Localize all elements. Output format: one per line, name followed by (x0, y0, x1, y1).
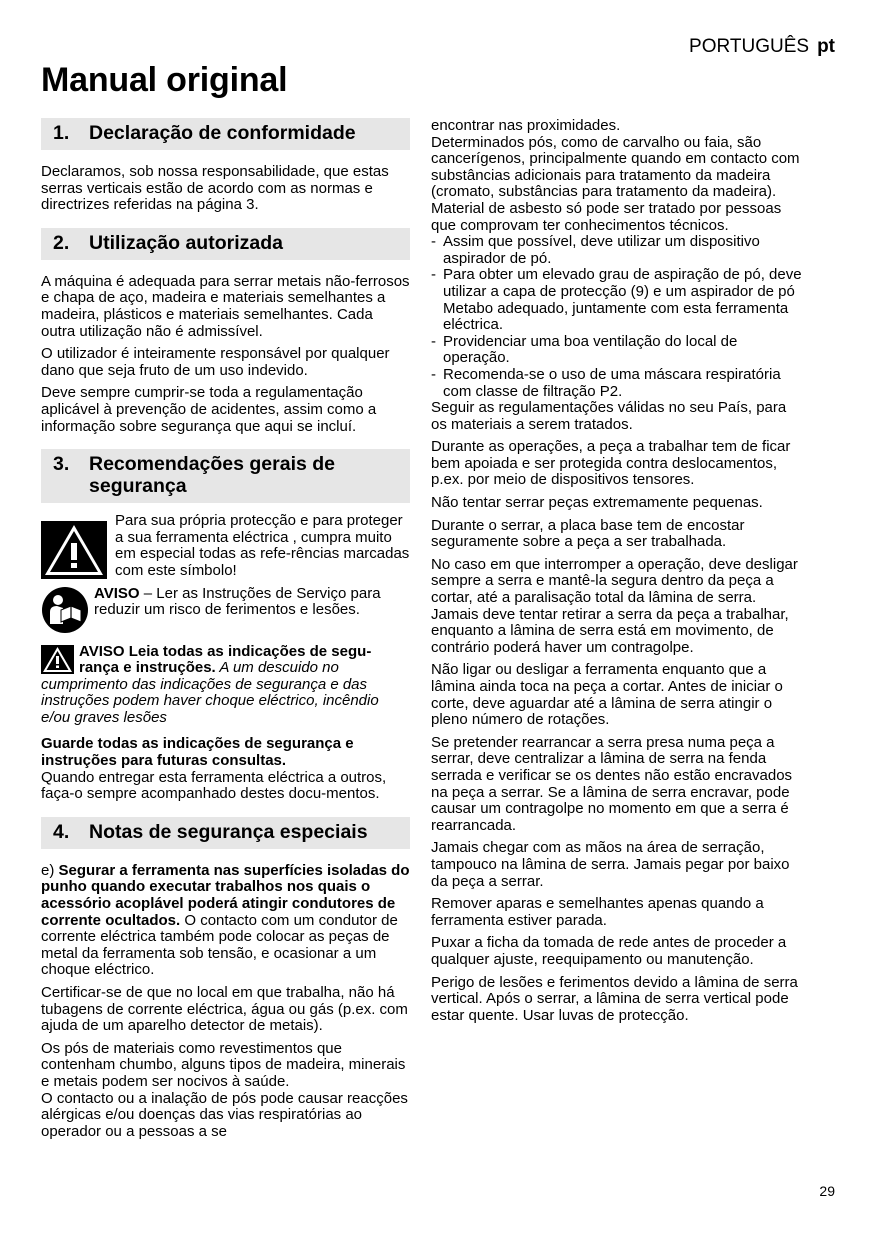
paragraph: Jamais chegar com as mãos na área de serração, tampouco na lâmina de serra. Jamais pegar por baixo da peça a serrar. (431, 839, 790, 890)
section-number: 3. (53, 453, 70, 476)
paragraph-e (41, 863, 410, 979)
paragraph: Puxar a ficha da tomada de rede antes de proceder a qualquer ajuste, reequipamento ou manutenção. (431, 934, 787, 968)
paragraph: Deve sempre cumprir-se toda a regulamentação aplicável à prevenção de acidentes, assim como a informação sobre segurança que aqui se incluí. (41, 384, 377, 435)
paragraph: A máquina é adequada para serrar metais não-ferrosos e chapa de aço, madeira e materiais semelhantes a madeira, plásticos e materiais semelhantes. Cada outra utilização não é admissível. (41, 272, 410, 340)
section-title: Recomendações gerais de segurança (89, 453, 336, 498)
keep-bold: Guarde todas as indicações de segurança e instruções para futuras consultas. (41, 735, 354, 770)
paragraph: Certificar-se de que no local em que trabalha, não há tubagens de corrente eléctrica, água ou gás (p.ex. com ajuda de um aparelho detector de metais). (41, 984, 408, 1035)
paragraph: O utilizador é inteiramente responsável por qualquer dano que seja fruto de um uso indevido. (41, 345, 390, 379)
aviso-label: AVISO (94, 584, 140, 602)
page-number: 29 (819, 1183, 835, 1199)
e-prefix: e) (41, 861, 59, 879)
small-warning-icon (41, 645, 74, 674)
keep-instructions-paragraph (41, 736, 410, 802)
keep-text: Quando entregar esta ferramenta eléctrica a outros, faça-o sempre acompanhado destes docu-mentos. (41, 768, 387, 803)
section-2-heading (41, 228, 410, 260)
section-number: 4. (53, 820, 70, 843)
warning-note (41, 513, 410, 579)
section-title: Utilização autorizada (89, 231, 283, 254)
paragraph: Perigo de lesões e ferimentos devido a lâmina de serra vertical. Após o serrar, a lâmina de serra vertical pode estar quente. Usar luvas de protecção. (431, 973, 798, 1024)
section-1-heading (41, 118, 410, 150)
aviso-note (41, 586, 410, 634)
list-item: - Assim que possível, deve utilizar um dispositivo aspirador de pó. (431, 233, 760, 267)
e-text: O contacto com um condutor de corrente eléctrica também pode colocar as peças de metal da ferramenta sob tensão, e ocasionar a um choque eléctrico. (41, 911, 398, 979)
section-4-heading (41, 817, 410, 849)
aviso-body: – Ler as Instruções de Serviço para reduzir um risco de ferimentos e lesões. (94, 584, 381, 619)
paragraph: Não ligar ou desligar a ferramenta enquanto que a lâmina ainda toca na peça a cortar. Antes de iniciar o corte, deve aguardar até a lâmina de serra atingir o pleno número de rotações. (431, 661, 783, 729)
section-title: Notas de segurança especiais (89, 820, 368, 843)
page-title: Manual original (41, 61, 288, 99)
paragraph: O contacto ou a inalação de pós pode causar reacções alérgicas e/ou doenças das vias respiratórias ao operador ou a pessoas a se (41, 1089, 408, 1140)
list-item: - Recomenda-se o uso de uma máscara respiratória com classe de filtração P2. (431, 365, 781, 400)
aviso2-body: A um descuido no cumprimento das indicações de segurança e das instruções podem haver choque eléctrico, incêndio e/ou graves lesões (41, 659, 379, 726)
language-header (689, 36, 835, 58)
paragraph: No caso em que interromper a operação, deve desligar sempre a serra e mantê-la segura dentro da peça a cortar, até a paralisação total da lâmina de serra. Jamais deve tentar retirar a serra da peça a trabalhar, enquanto a lâmina de serra está em movimento, de contrário poderá haver um contragolpe. (431, 555, 798, 656)
section-number: 2. (53, 231, 70, 254)
right-column (431, 118, 803, 1030)
paragraph: encontrar nas proximidades. (431, 117, 621, 134)
section-title: Declaração de conformidade (89, 122, 356, 144)
language-code: pt (817, 36, 835, 57)
list-item: - Providenciar uma boa ventilação do local de operação. (431, 332, 738, 367)
paragraph: Não tentar serrar peças extremamente pequenas. (431, 494, 763, 512)
warning-triangle-icon (41, 513, 115, 579)
section-3-heading (41, 449, 410, 503)
paragraph: Declaramos, sob nossa responsabilidade, que estas serras verticais estão de acordo com as normas e directrizes referidas na página 3. (41, 163, 389, 214)
read-manual-icon (41, 586, 94, 634)
section-number: 1. (53, 122, 70, 144)
aviso-safety-paragraph (41, 644, 410, 727)
language-label: PORTUGUÊS (689, 36, 810, 57)
paragraph: Durante as operações, a peça a trabalhar tem de ficar bem apoiada e ser protegida contra deslocamentos, p.ex. por meio de dispositivos tensores. (431, 438, 791, 489)
aviso2-label: AVISO Leia todas as indicações de segu-rança e instruções. (79, 642, 372, 677)
paragraph: Seguir as regulamentações válidas no seu País, para os materiais a serem tratados. (431, 399, 787, 433)
warning-text: Para sua própria protecção e para proteger a sua ferramenta eléctrica , cumpra muito em especial todas as refe-rências marcadas com este símbolo! (115, 512, 410, 579)
paragraph: Determinados pós, como de carvalho ou faia, são cancerígenos, principalmente quando em contacto com substâncias adicionais para tratamento da madeira (cromato, substâncias para tratamento da madeira). Material de asbesto só pode ser tratado por pessoas que comprovam ter conhecimentos técnicos. (431, 133, 800, 234)
paragraph: Se pretender rearrancar a serra presa numa peça a serrar, deve centralizar a lâmina de serra na fenda serrada e verificar se os dentes não estão encravados na peça a serrar. Se a lâmina de serra encravar, pode causar um contragolpe no momento em que a serra é rearrancada. (431, 733, 793, 834)
paragraph: Os pós de materiais como revestimentos que contenham chumbo, alguns tipos de madeira, minerais e metais podem ser nocivos à saúde. (41, 1039, 406, 1090)
list-item: - Para obter um elevado grau de aspiração de pó, deve utilizar a capa de protecção (9) e um aspirador de pó Metabo adequado, juntamente com esta ferramenta eléctrica. (431, 266, 802, 334)
aviso-text (94, 586, 410, 619)
left-column (41, 118, 410, 1146)
e-bold: Segurar a ferramenta nas superfícies isoladas do punho quando executar trabalhos nos quais o acessório acoplável poderá atingir condutores de corrente ocultados. (41, 861, 410, 929)
paragraph: Remover aparas e semelhantes apenas quando a ferramenta estiver parada. (431, 895, 764, 929)
paragraph: Durante o serrar, a placa base tem de encostar seguramente sobre a peça a ser trabalhada. (431, 516, 745, 551)
